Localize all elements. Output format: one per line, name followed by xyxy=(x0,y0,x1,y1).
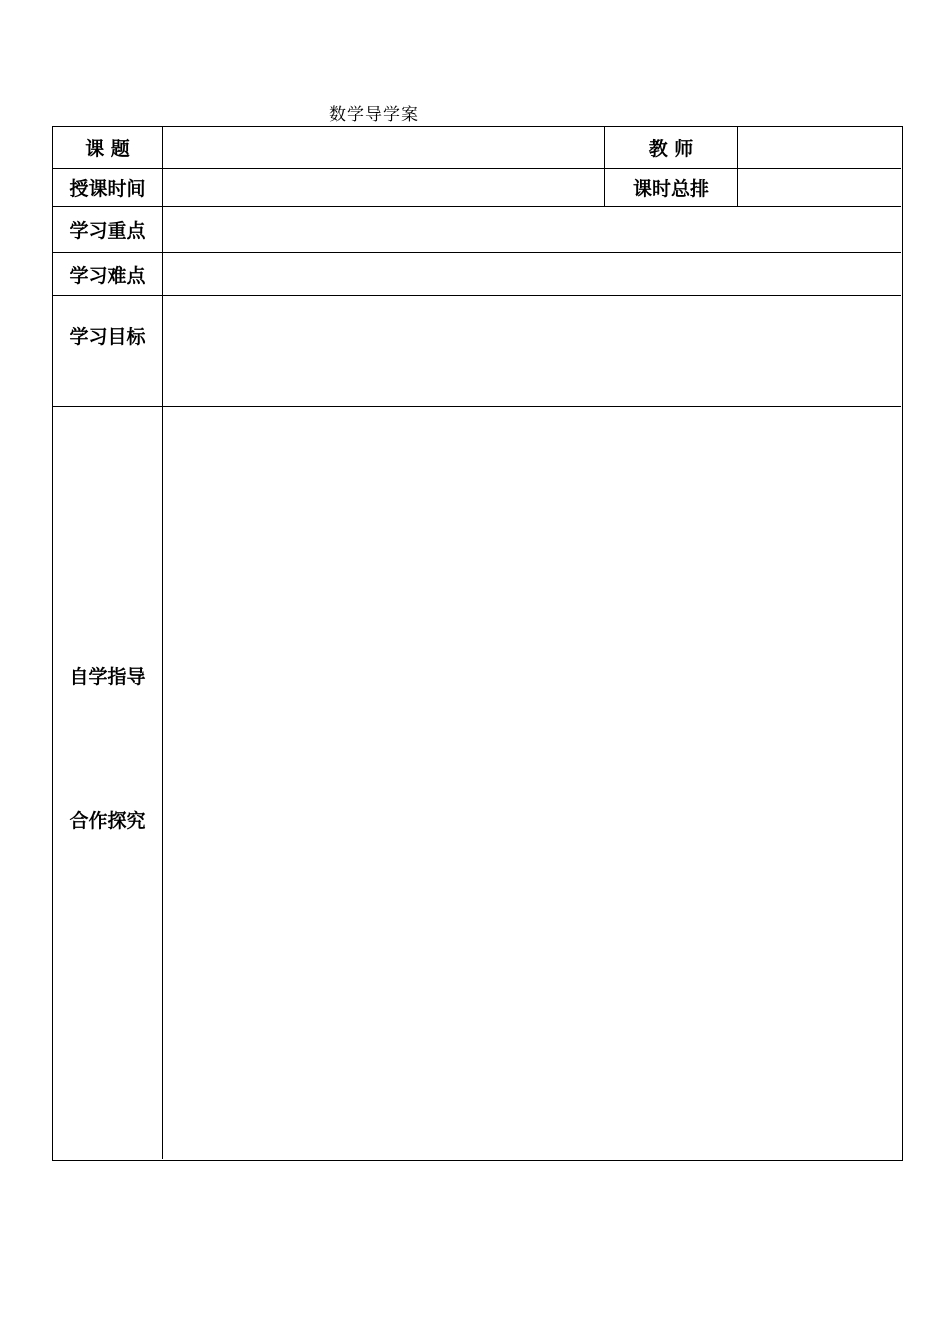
document-title: 数学导学案 xyxy=(329,105,419,125)
teacher-field[interactable] xyxy=(738,127,901,168)
total-periods-field[interactable] xyxy=(738,169,901,206)
key-points-field[interactable] xyxy=(163,207,901,252)
guidance-field[interactable] xyxy=(163,407,901,1159)
difficulties-field[interactable] xyxy=(163,253,901,295)
objectives-field[interactable] xyxy=(163,296,901,406)
teacher-label: 教 师 xyxy=(648,138,694,160)
key-points-label: 学习重点 xyxy=(69,220,146,242)
self-study-label: 自学指导 xyxy=(69,665,146,688)
topic-field[interactable] xyxy=(163,127,604,168)
difficulties-label: 学习难点 xyxy=(69,264,146,287)
class-time-field[interactable] xyxy=(163,169,604,206)
cooperative-label: 合作探究 xyxy=(69,809,146,832)
class-time-label: 授课时间 xyxy=(69,178,146,200)
lesson-plan-form xyxy=(52,126,903,1161)
topic-label: 课 题 xyxy=(85,138,130,160)
objectives-label: 学习目标 xyxy=(69,325,146,348)
total-periods-label: 课时总排 xyxy=(632,178,709,200)
